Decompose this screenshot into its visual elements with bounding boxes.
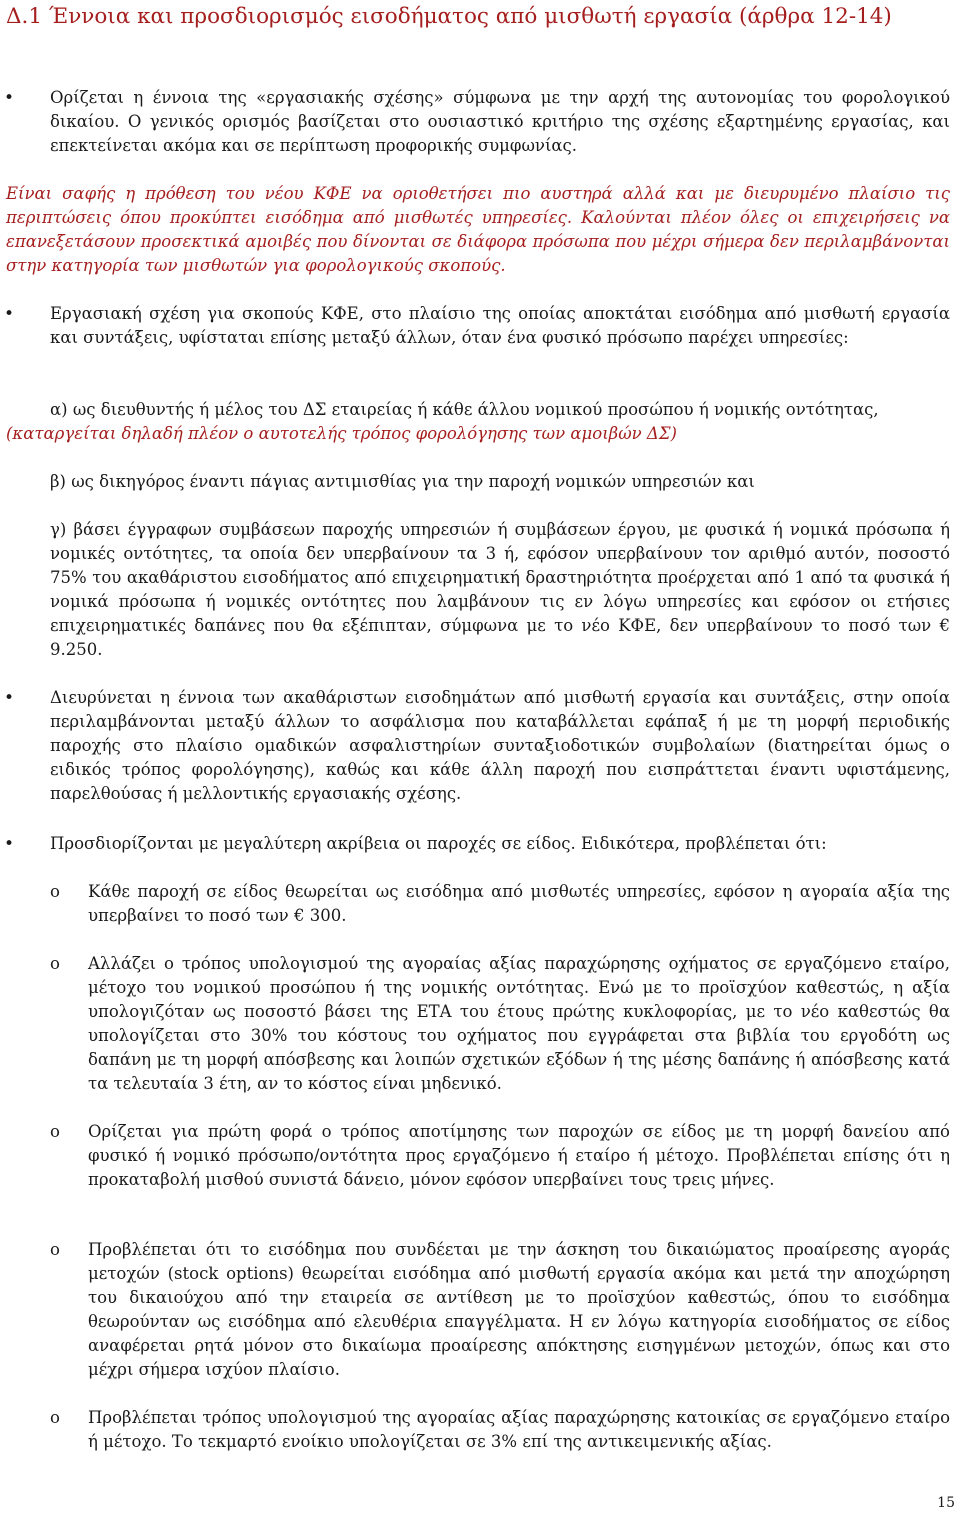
sub-bullet-icon: o	[50, 1408, 60, 1427]
sub-item-text: Ορίζεται για πρώτη φορά ο τρόπος αποτίμησης των παροχών σε είδος με τη μορφή δανείου από φυσικό ή νομικό πρόσωπο/οντότητα προς εργαζόμενο ή εταίρο ή μέτοχο. Προβλέπεται επίσης ότι η προκαταβολή μισθού συνιστά δάνειο, μόνον εφόσον υπερβαίνει τους τρεις μήνες.	[88, 1122, 950, 1189]
sub-item-text: Προβλέπεται ότι το εισόδημα που συνδέεται με την άσκηση του δικαιώματος προαίρεσης αγοράς μετοχών (stock options) θεωρείται εισόδημα από μισθωτή εργασία ακόμα και μετά την αποχώρηση του δικαιούχου από την εταιρεία σε αντίθεση με το προϊσχύον καθεστώς, όπου το εισόδημα θεωρούνταν ως εισόδημα από ελευθέρια επαγγέλματα. Η εν λόγω κατηγορία εισοδήματος σε είδος αναφέρεται ρητά μόνον στο δικαίωμα προαίρεσης απόκτησης εισηγμένων μετοχών, όπως και στο μέχρι σήμερα ισχύον πλαίσιο.	[88, 1240, 950, 1379]
bullet-text: Διευρύνεται η έννοια των ακαθάριστων εισοδημάτων από μισθωτή εργασία και συντάξεις, στην οποία περιλαμβάνονται μεταξύ άλλων το ασφάλισμα που καταβάλλεται εφάπαξ ή με τη μορφή περιοδικής παροχής στο πλαίσιο ομαδικών ασφαλιστηρίων συνταξιοδοτικών συμβολαίων (διατηρείται όμως ο ειδικός τρόπος φορολόγησης), καθώς και κάθε άλλη παροχή που εισπράττεται έναντι υφιστάμενης, παρελθούσας ή μελλοντικής εργασιακής σχέσης.	[50, 688, 950, 803]
sub-item-text: Κάθε παροχή σε είδος θεωρείται ως εισόδημα από μισθωτές υπηρεσίες, εφόσον η αγοραία αξία της υπερβαίνει το ποσό των € 300.	[88, 882, 950, 925]
sub-bullet-icon: o	[50, 954, 60, 973]
bullet-icon: •	[4, 834, 15, 854]
item-a-note-text: (καταργείται δηλαδή πλέον ο αυτοτελής τρόπος φορολόγησης των αμοιβών ΔΣ)	[6, 424, 677, 443]
item-a-text: α) ως διευθυντής ή μέλος του ΔΣ εταιρείας ή κάθε άλλου νομικού προσώπου ή νομικής οντότητας,	[50, 400, 879, 419]
sub-bullet-icon: o	[50, 882, 60, 901]
bullet-text: Εργασιακή σχέση για σκοπούς ΚΦΕ, στο πλαίσιο της οποίας αποκτάται εισόδημα από μισθωτή εργασία και συντάξεις, υφίσταται επίσης μεταξύ άλλων, όταν ένα φυσικό πρόσωπο παρέχει υπηρεσίες:	[50, 304, 950, 347]
bullet-text: Προσδιορίζονται με μεγαλύτερη ακρίβεια οι παροχές σε είδος. Ειδικότερα, προβλέπεται ότι:	[50, 834, 827, 853]
bullet-icon: •	[4, 88, 15, 108]
sub-bullet-icon: o	[50, 1240, 60, 1259]
item-b-text: β) ως δικηγόρος έναντι πάγιας αντιμισθίας για την παροχή νομικών υπηρεσιών και	[50, 472, 755, 491]
item-c-text: γ) βάσει έγγραφων συμβάσεων παροχής υπηρεσιών ή συμβάσεων έργου, με φυσικά ή νομικά πρόσωπα ή νομικές οντότητες, τα οποία δεν υπερβαίνουν τα 3 ή, εφόσον υπερβαίνουν τον αριθμό αυτόν, ποσοστό 75% του ακαθάριστου εισοδήματος από επιχειρηματική δραστηριότητα προέρχεται από 1 από τα φυσικά ή νομικά πρόσωπα ή νομικές οντότητες που λαμβάνουν τις εν λόγω υπηρεσίες και εφόσον οι ετήσιες επιχειρηματικές δαπάνες που θα εξέπιπταν, σύμφωνα με το νέο ΚΦΕ, δεν υπερβαίνουν το ποσό των € 9.250.	[50, 520, 950, 659]
sub-bullet-icon: o	[50, 1122, 60, 1141]
sub-item-text: Προβλέπεται τρόπος υπολογισμού της αγοραίας αξίας παραχώρησης κατοικίας σε εργαζόμενο εταίρο ή μέτοχο. Το τεκμαρτό ενοίκιο υπολογίζεται σε 3% επί της αντικειμενικής αξίας.	[88, 1408, 950, 1451]
sub-item-text: Αλλάζει ο τρόπος υπολογισμού της αγοραίας αξίας παραχώρησης οχήματος σε εργαζόμενο εταίρο, μέτοχο του νομικού προσώπου ή της νομικής οντότητας. Ενώ με το προϊσχύον καθεστώς, η αξία υπολογιζόταν ως ποσοστό βάσει της ΕΤΑ του έτους πρώτης κυκλοφορίας, με το νέο καθεστώς θα υπολογίζεται στο 30% του κόστους του οχήματος που εγγράφεται στα βιβλία του εργοδότη ως δαπάνη με τη μορφή απόσβεσης και λοιπών σχετικών εξόδων ή της μέσης δαπάνης ή απόσβεσης κατά τα τελευταία 3 έτη, αν το κόστος είναι μηδενικό.	[88, 954, 950, 1093]
bullet-icon: •	[4, 688, 15, 708]
note-text: Είναι σαφής η πρόθεση του νέου ΚΦΕ να οριοθετήσει πιο αυστηρά αλλά και με διευρυμένο πλαίσιο τις περιπτώσεις όπου προκύπτει εισόδημα από μισθωτές υπηρεσίες. Καλούνται πλέον όλες οι επιχειρήσεις να επανεξετάσουν προσεκτικά αμοιβές που δίνονται σε διάφορα πρόσωπα που μέχρι σήμερα δεν περιλαμβάνονται στην κατηγορία των μισθωτών για φορολογικούς σκοπούς.	[6, 184, 950, 275]
bullet-icon: •	[4, 304, 15, 324]
section-title: Δ.1 Έννοια και προσδιορισμός εισοδήματος από μισθωτή εργασία (άρθρα 12-14)	[6, 4, 892, 29]
bullet-text: Ορίζεται η έννοια της «εργασιακής σχέσης» σύμφωνα με την αρχή της αυτονομίας του φορολογικού δικαίου. Ο γενικός ορισμός βασίζεται στο ουσιαστικό κριτήριο της σχέσης εξαρτημένης εργασίας, και επεκτείνεται ακόμα και σε περίπτωση προφορικής συμφωνίας.	[50, 88, 950, 155]
page-number: 15	[937, 1495, 955, 1511]
